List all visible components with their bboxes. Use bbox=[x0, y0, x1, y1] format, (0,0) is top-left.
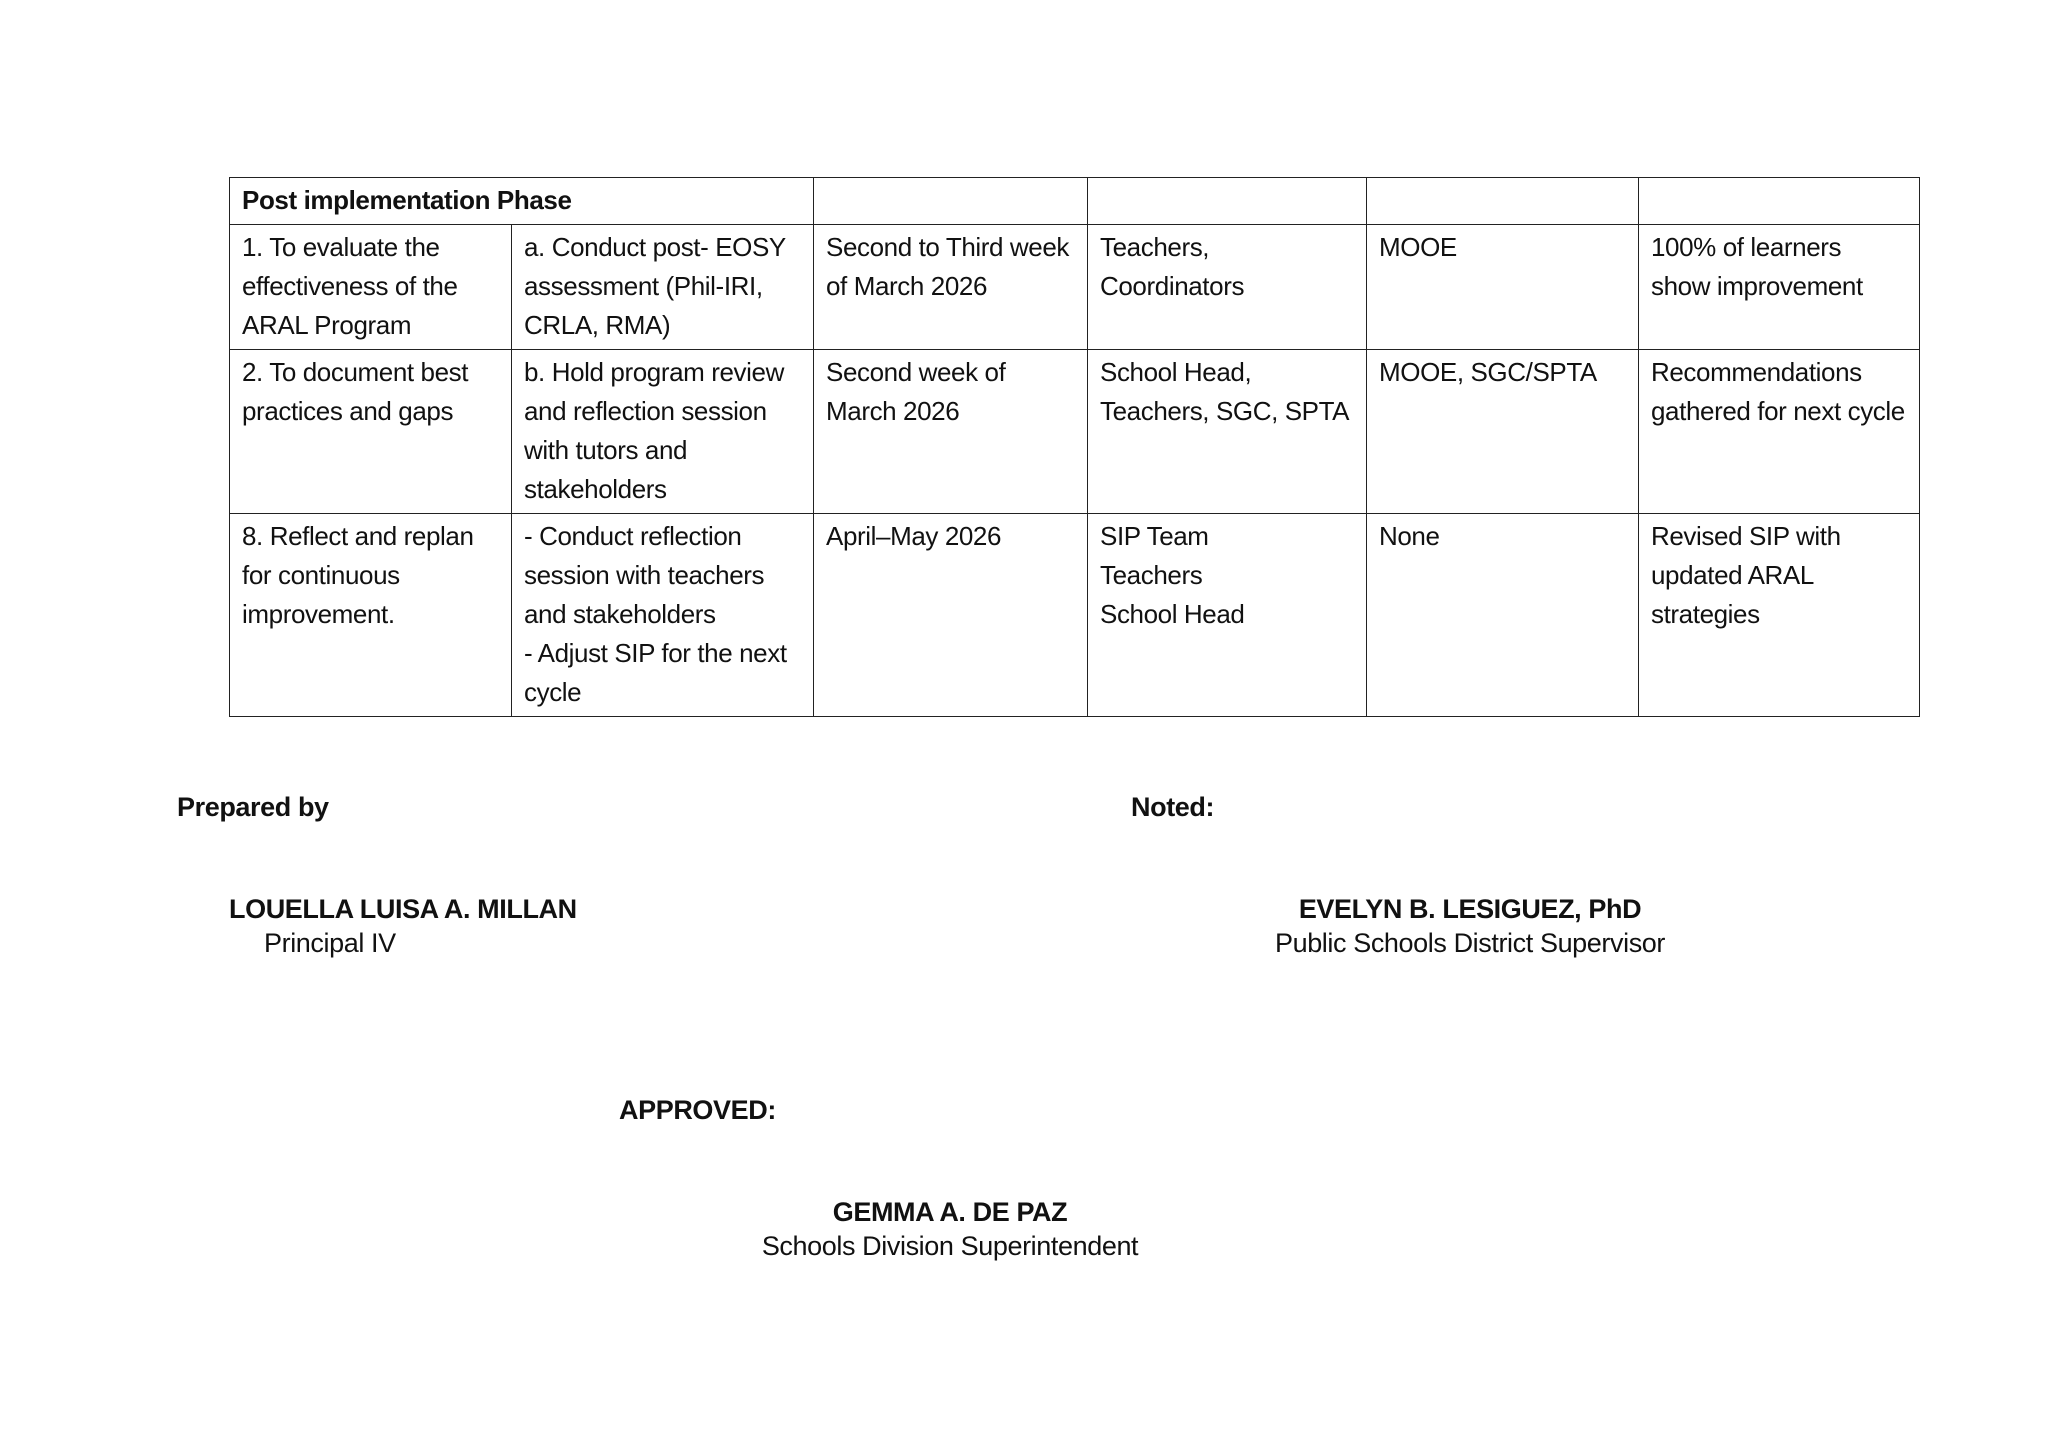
persons-cell: School Head, Teachers, SGC, SPTA bbox=[1088, 350, 1367, 514]
empty-cell bbox=[1088, 178, 1367, 225]
noted-label: Noted: bbox=[1131, 792, 1215, 822]
phase-header-cell: Post implementation Phase bbox=[230, 178, 814, 225]
timeline-cell: Second to Third week of March 2026 bbox=[814, 225, 1088, 350]
table-row bbox=[230, 350, 1920, 514]
output-cell: Revised SIP with updated ARAL strategies bbox=[1639, 514, 1920, 717]
empty-cell bbox=[1639, 178, 1920, 225]
approved-by-title: Schools Division Superintendent bbox=[761, 1231, 1139, 1261]
persons-cell: Teachers, Coordinators bbox=[1088, 225, 1367, 350]
implementation-plan-table bbox=[229, 177, 1920, 717]
output-cell: Recommendations gathered for next cycle bbox=[1639, 350, 1920, 514]
timeline-cell: April–May 2026 bbox=[814, 514, 1088, 717]
noted-by-title: Public Schools District Supervisor bbox=[1274, 928, 1666, 958]
table-row bbox=[230, 225, 1920, 350]
activity-cell: a. Conduct post- EOSY assessment (Phil-IRI, CRLA, RMA) bbox=[512, 225, 814, 350]
approved-by-name: GEMMA A. DE PAZ bbox=[832, 1197, 1068, 1227]
noted-by-name: EVELYN B. LESIGUEZ, PhD bbox=[1298, 894, 1642, 924]
prepared-by-label: Prepared by bbox=[177, 792, 329, 822]
persons-cell: SIP Team Teachers School Head bbox=[1088, 514, 1367, 717]
table-row bbox=[230, 514, 1920, 717]
prepared-by-name: LOUELLA LUISA A. MILLAN bbox=[229, 894, 577, 924]
objective-cell: 1. To evaluate the effectiveness of the ARAL Program bbox=[230, 225, 512, 350]
empty-cell bbox=[1367, 178, 1639, 225]
prepared-by-title: Principal IV bbox=[264, 928, 396, 958]
phase-header-row bbox=[230, 178, 1920, 225]
activity-cell: b. Hold program review and reflection session with tutors and stakeholders bbox=[512, 350, 814, 514]
timeline-cell: Second week of March 2026 bbox=[814, 350, 1088, 514]
objective-cell: 2. To document best practices and gaps bbox=[230, 350, 512, 514]
resources-cell: MOOE, SGC/SPTA bbox=[1367, 350, 1639, 514]
objective-cell: 8. Reflect and replan for continuous improvement. bbox=[230, 514, 512, 717]
empty-cell bbox=[814, 178, 1088, 225]
activity-cell: - Conduct reflection session with teachers and stakeholders - Adjust SIP for the next cycle bbox=[512, 514, 814, 717]
approved-label: APPROVED: bbox=[619, 1095, 776, 1125]
output-cell: 100% of learners show improvement bbox=[1639, 225, 1920, 350]
resources-cell: MOOE bbox=[1367, 225, 1639, 350]
resources-cell: None bbox=[1367, 514, 1639, 717]
